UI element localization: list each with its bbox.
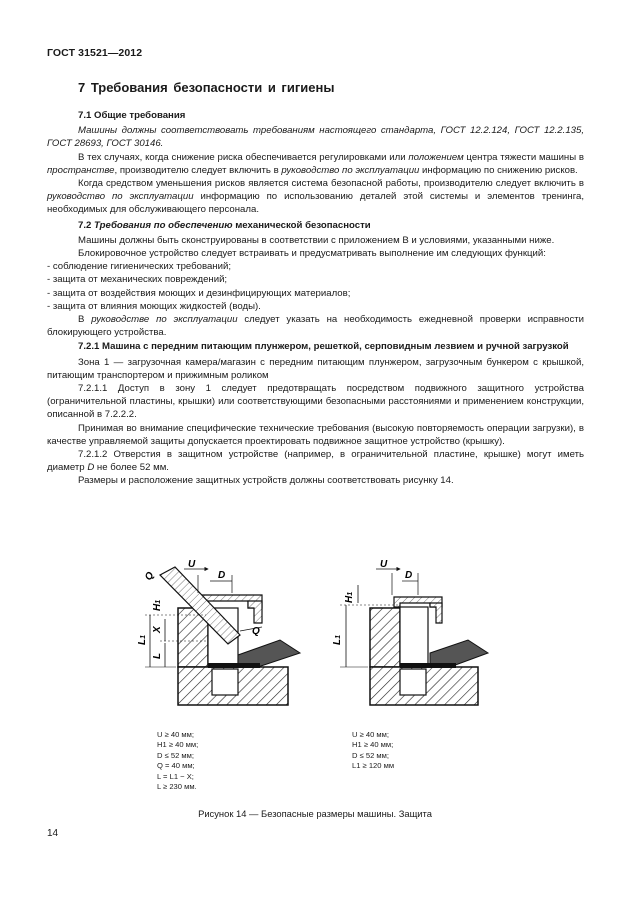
- document-header: ГОСТ 31521—2012: [47, 47, 143, 59]
- label-h1-right: H1: [344, 591, 355, 603]
- paragraph-7-1-1: Машины должны соответствовать требованиям настоящего стандарта, ГОСТ 12.2.124, ГОСТ 12.2.135, ГОСТ 28693, ГОСТ 30146.: [47, 125, 584, 150]
- legend-line: L = L1 − X;: [157, 771, 194, 781]
- left-legend: [157, 730, 198, 792]
- label-q-left-top: Q: [143, 570, 157, 583]
- list-item: - защита от механических повреждений;: [47, 274, 228, 286]
- legend-line: H1 ≥ 40 мм;: [352, 740, 394, 750]
- paragraph-7-2-2: Блокировочное устройство следует встраивать и предусматривать выполнение им следующих функций:: [78, 248, 546, 260]
- subsection-title-7-1: 7.1 Общие требования: [78, 110, 186, 121]
- legend-line: Q = 40 мм;: [157, 761, 195, 771]
- list-item: - соблюдение гигиенических требований;: [47, 261, 231, 273]
- label-d-left: D: [218, 570, 226, 581]
- document-body: [47, 108, 584, 488]
- legend-line: H1 ≥ 40 мм;: [157, 740, 199, 750]
- paragraph-7-2-1-1b: Принимая во внимание специфические технические требования (высокую повторяемость операции загрузки), в качестве управляемой защиты допускается проектировать подвижное защитное устройство (крышку).: [47, 422, 584, 447]
- label-h1-left: H1: [152, 599, 163, 611]
- label-u-right: U: [380, 559, 388, 570]
- left-machine-drawing: [145, 567, 300, 705]
- figure-14-drawings: [0, 545, 630, 805]
- section-title: 7 Требования безопасности и гигиены: [78, 80, 335, 95]
- paragraph-7-1-3: Когда средством уменьшения рисков является система безопасной работы, производителю следует включить в руководство по эксплуатации информацию по использованию деталей этой системы и элементов тренинга, необходимых для обслуживающего персонала.: [47, 178, 585, 216]
- paragraph-7-2-1: Машины должны быть сконструированы в соответствии с приложением В и условиями, указанными ниже.: [78, 234, 555, 246]
- label-x-left: X: [152, 626, 163, 633]
- legend-line: L1 ≥ 120 мм: [352, 761, 395, 771]
- paragraph-zone-1: Зона 1 — загрузочная камера/магазин с передним питающим плунжером, загрузочным бункером с крышкой, питающим транспортером и прижимным роликом: [47, 356, 584, 381]
- label-q-left: Q: [252, 626, 260, 637]
- subsection-title-7-2-1: 7.2.1 Машина с передним питающим плунжером, решеткой, серповидным лезвием и ручной загрузкой: [78, 341, 569, 353]
- label-l-left: L: [152, 652, 163, 659]
- legend-line: D ≤ 52 мм;: [352, 750, 389, 760]
- legend-line: U ≥ 40 мм;: [157, 730, 194, 739]
- figure-caption: Рисунок 14 — Безопасные размеры машины. Защита: [198, 808, 432, 819]
- legend-line: D ≤ 52 мм;: [157, 750, 194, 760]
- label-d-right: D: [405, 570, 413, 581]
- paragraph-7-1-2: В тех случаях, когда снижение риска обеспечивается регулировками или положением центра тяжести машины в пространстве, производителю следует включить в руководство по эксплуатации информацию по снижению рисков.: [47, 151, 584, 176]
- subsection-title-7-2: 7.2 Требования по обеспечению механической безопасности: [78, 219, 371, 231]
- label-l1-right: L1: [332, 634, 343, 645]
- list-item: - защита от влияния моющих жидкостей (воды).: [47, 300, 261, 312]
- legend-line: U ≥ 40 мм;: [352, 730, 389, 739]
- page-number: 14: [47, 828, 59, 839]
- right-legend: [352, 730, 394, 772]
- paragraph-7-2-1-2: 7.2.1.2 Отверстия в защитном устройстве (например, в ограничительной пластине, крышке) могут иметь диаметр D не более 52 мм.: [47, 449, 584, 474]
- paragraph-figure-ref: Размеры и расположение защитных устройств должны соответствовать рисунку 14.: [78, 475, 454, 487]
- label-l1-left: L1: [137, 634, 148, 645]
- right-machine-drawing: [340, 569, 488, 705]
- paragraph-7-2-3: В руководстве по эксплуатации следует указать на необходимость ежедневной проверки исправности блокирующего устройства.: [47, 314, 584, 339]
- legend-line: L ≥ 230 мм.: [157, 782, 197, 792]
- paragraph-7-2-1-1: 7.2.1.1 Доступ в зону 1 следует предотвращать посредством подвижного защитного устройства (ограничительной пластины, крышки) или соответствующими безопасными расстояниями и применением конструкции, описанной в 7.2.2.2.: [47, 383, 584, 421]
- list-item: - защита от воздействия моющих и дезинфицирующих материалов;: [47, 287, 351, 299]
- label-u-left: U: [188, 559, 196, 570]
